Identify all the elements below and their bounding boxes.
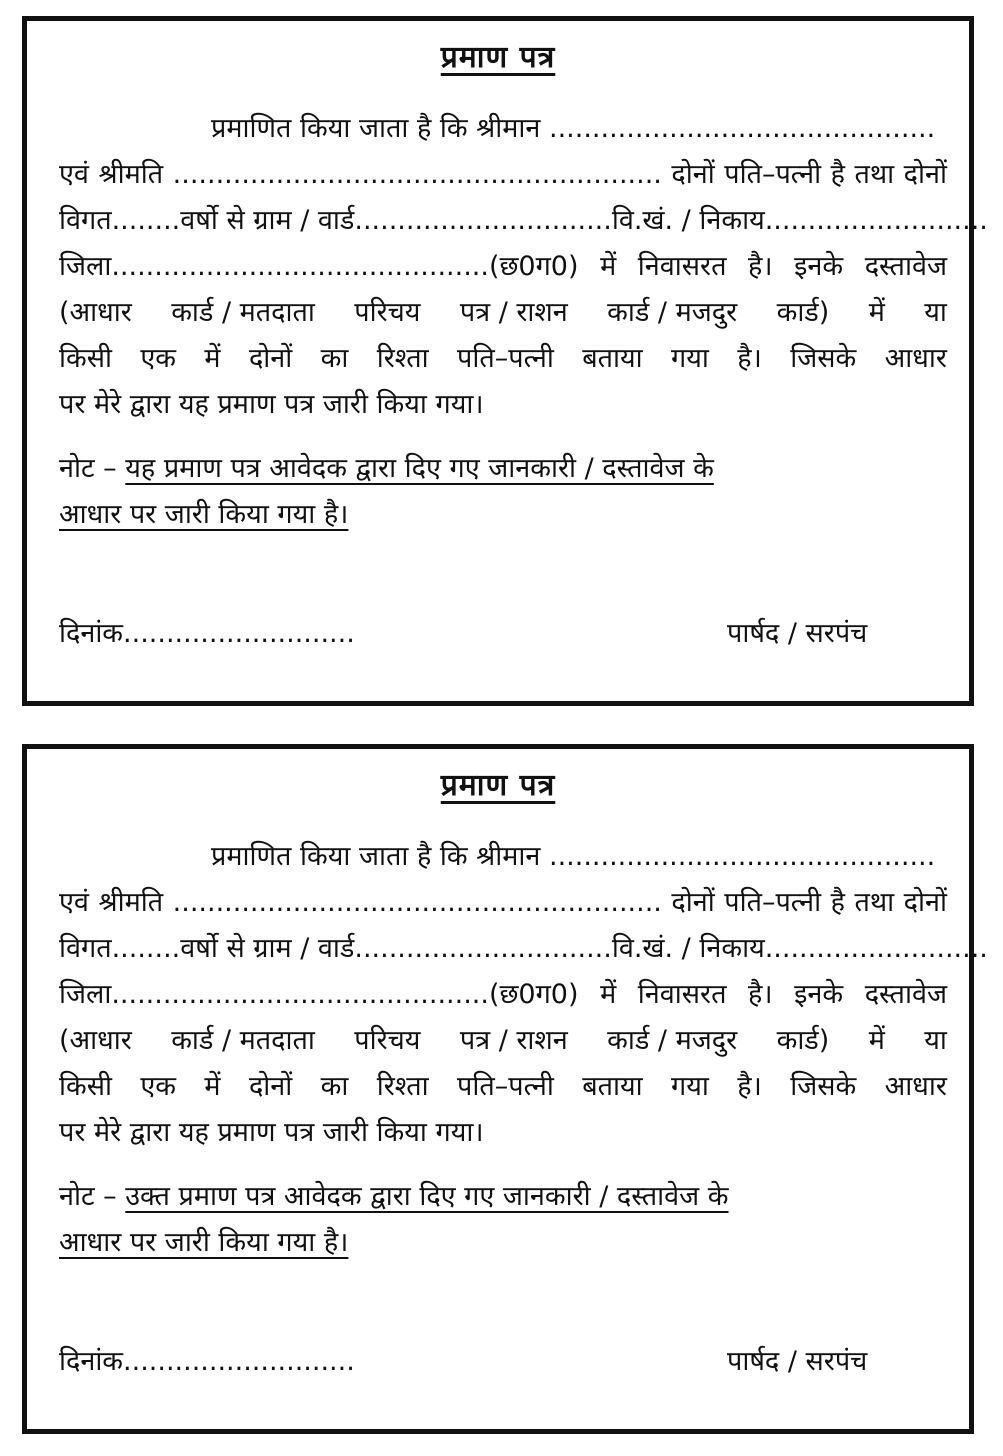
word: निवासरत (637, 979, 727, 1010)
certificate-2 (22, 744, 988, 1434)
word: इनके (794, 251, 844, 282)
word: (आधार (59, 297, 132, 328)
word: जिसके (790, 1071, 857, 1102)
word: कार्ड / मतदाता (171, 1025, 315, 1056)
word: दोनों (671, 887, 715, 918)
body-line-7: पर मेरे द्वारा यह प्रमाण पत्र जारी किया गया। (59, 389, 484, 420)
signatory-label: पार्षद / सरपंच (727, 618, 868, 649)
word: दोनों (903, 887, 947, 918)
body-line-4 (59, 975, 947, 1015)
word: गया (671, 343, 709, 374)
word: श्रीमति (98, 159, 164, 190)
note-line-1 (59, 449, 947, 489)
word: जिसके (790, 343, 857, 374)
word: दोनों (903, 159, 947, 190)
word: कार्ड / मजदुर (607, 1025, 738, 1056)
word: है। (737, 1071, 762, 1102)
note-text-1: यह प्रमाण पत्र आवेदक द्वारा दिए गए जानकारी / दस्तावेज के (125, 453, 714, 484)
body-line-1: प्रमाणित किया जाता है कि श्रीमान ............................................. (211, 841, 936, 872)
word: परिचय (354, 297, 421, 328)
body-line-4 (59, 247, 947, 287)
note-text-1: उक्त प्रमाण पत्र आवेदक द्वारा दिए गए जानकारी / दस्तावेज के (125, 1181, 729, 1212)
word: कार्ड) (776, 1025, 830, 1056)
word: पति–पत्नी (724, 159, 822, 190)
word: गया (671, 1071, 709, 1102)
certificate-title: प्रमाण पत्र (440, 768, 556, 803)
body-line-2 (59, 883, 947, 923)
word: तथा (854, 159, 895, 190)
note-text-2: आधार पर जारी किया गया है। (59, 499, 349, 530)
word: दोनों (248, 1071, 293, 1102)
word: दोनों (248, 343, 293, 374)
word: बताया (582, 343, 643, 374)
word: एवं (59, 159, 89, 190)
word: जिला............................................(छ0ग0) (59, 251, 579, 282)
body-line-5 (59, 293, 947, 333)
word: किसी (59, 1071, 112, 1102)
word: है (830, 887, 845, 918)
certificate-title: प्रमाण पत्र (440, 40, 556, 75)
word: है। (737, 343, 762, 374)
word: आधार (884, 343, 947, 374)
word: कार्ड / मजदुर (607, 297, 738, 328)
note-text-2: आधार पर जारी किया गया है। (59, 1227, 349, 1258)
body-line-6 (59, 339, 947, 379)
word: ......................................................... (172, 159, 662, 190)
signatory-label: पार्षद / सरपंच (727, 1346, 868, 1377)
word: इनके (794, 979, 844, 1010)
word: कार्ड) (776, 297, 830, 328)
word: श्रीमति (98, 887, 164, 918)
note-line-1 (59, 1177, 947, 1217)
word: में (600, 979, 617, 1010)
word: पति–पत्नी (457, 1071, 554, 1102)
word: रिश्ता (376, 343, 429, 374)
word: है। (748, 251, 773, 282)
word: में (868, 297, 885, 328)
note-line-2 (59, 1223, 947, 1263)
word: का (320, 1071, 349, 1102)
word: है (830, 159, 845, 190)
word: में (600, 251, 617, 282)
word: निवासरत (637, 251, 727, 282)
body-line-1: प्रमाणित किया जाता है कि श्रीमान ............................................. (211, 113, 936, 144)
date-label: दिनांक........................... (59, 618, 355, 649)
word: का (320, 343, 349, 374)
word: या (924, 297, 947, 328)
word: दोनों (671, 159, 715, 190)
word: एक (140, 343, 177, 374)
word: आधार (884, 1071, 947, 1102)
body-line-3: विगत........वर्षो से ग्राम / वार्ड..............................वि.खं. / निकाय.......................... (59, 205, 988, 236)
word: (आधार (59, 1025, 132, 1056)
word: दस्तावेज (864, 979, 947, 1010)
word: रिश्ता (376, 1071, 429, 1102)
word: एवं (59, 887, 89, 918)
word: दस्तावेज (864, 251, 947, 282)
word: में (204, 343, 221, 374)
word: में (204, 1071, 221, 1102)
word: परिचय (354, 1025, 421, 1056)
word: है। (748, 979, 773, 1010)
word: कार्ड / मतदाता (171, 297, 315, 328)
certificate-1 (22, 16, 988, 706)
word: जिला............................................(छ0ग0) (59, 979, 579, 1010)
body-line-6 (59, 1067, 947, 1107)
body-line-3: विगत........वर्षो से ग्राम / वार्ड..............................वि.खं. / निकाय.......................... (59, 933, 988, 964)
body-line-7: पर मेरे द्वारा यह प्रमाण पत्र जारी किया गया। (59, 1117, 484, 1148)
note-prefix: नोट – (59, 1181, 126, 1212)
word: ......................................................... (172, 887, 662, 918)
word: एक (140, 1071, 177, 1102)
word: पति–पत्नी (724, 887, 822, 918)
note-line-2 (59, 495, 947, 535)
word: तथा (854, 887, 895, 918)
word: या (924, 1025, 947, 1056)
word: पत्र / राशन (459, 297, 568, 328)
word: में (868, 1025, 885, 1056)
word: पति–पत्नी (457, 343, 554, 374)
note-prefix: नोट – (59, 453, 126, 484)
word: बताया (582, 1071, 643, 1102)
word: किसी (59, 343, 112, 374)
body-line-5 (59, 1021, 947, 1061)
body-line-2 (59, 155, 947, 195)
date-label: दिनांक........................... (59, 1346, 355, 1377)
word: पत्र / राशन (459, 1025, 568, 1056)
